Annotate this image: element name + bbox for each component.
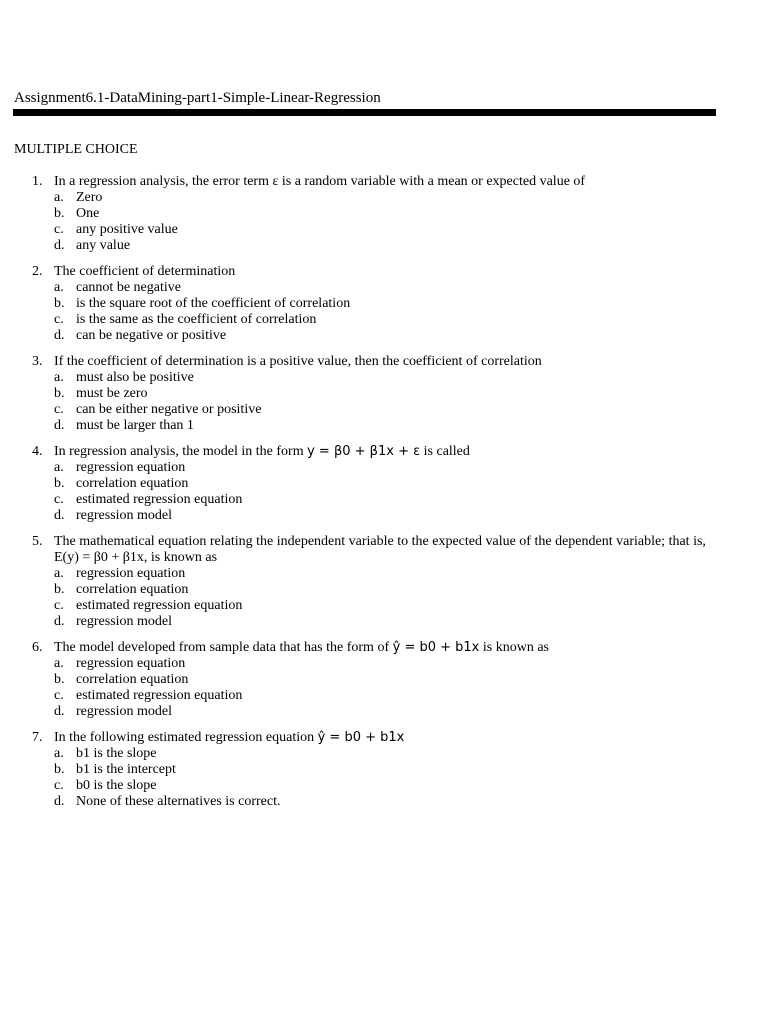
option-text: must be larger than 1: [76, 418, 194, 433]
section-heading: MULTIPLE CHOICE: [14, 142, 138, 157]
option-text: regression equation: [76, 566, 186, 581]
option-letter: a.: [54, 746, 64, 761]
option-c: [54, 402, 768, 418]
option-a: [54, 280, 768, 296]
question-text: [54, 640, 768, 656]
option-b: [54, 476, 768, 492]
question-text: [54, 730, 768, 746]
document-title: Assignment6.1-DataMining-part1-Simple-Linear-Regression: [14, 90, 381, 106]
option-text: must also be positive: [76, 370, 194, 385]
option-d: [54, 418, 768, 434]
option-letter: b.: [54, 206, 65, 221]
option-text: must be zero: [76, 386, 148, 401]
question-6: [0, 640, 768, 720]
option-d: [54, 508, 768, 524]
question-4: [0, 444, 768, 524]
option-d: [54, 794, 768, 810]
option-list: [54, 370, 768, 434]
option-letter: b.: [54, 296, 65, 311]
title-divider: [13, 109, 716, 116]
option-list: [54, 746, 768, 810]
option-text: b1 is the intercept: [76, 762, 176, 777]
option-letter: b.: [54, 762, 65, 777]
question-text: In a regression analysis, the error term ε is a random variable with a mean or expected value of: [54, 174, 586, 189]
option-letter: c.: [54, 402, 64, 417]
question-text: If the coefficient of determination is a positive value, then the coefficient of correlation: [54, 354, 542, 369]
question-number: 5.: [32, 534, 43, 549]
option-letter: a.: [54, 190, 64, 205]
option-letter: b.: [54, 386, 65, 401]
estimated-formula: ŷ = b0 + b1x: [392, 640, 480, 655]
option-a: [54, 566, 768, 582]
question-5: [0, 534, 768, 630]
option-text: regression model: [76, 508, 173, 523]
option-a: [54, 746, 768, 762]
question-number: 6.: [32, 640, 43, 655]
option-d: [54, 704, 768, 720]
option-text: regression model: [76, 614, 173, 629]
option-letter: a.: [54, 280, 64, 295]
option-letter: b.: [54, 476, 65, 491]
option-text: estimated regression equation: [76, 492, 243, 507]
option-text: correlation equation: [76, 476, 189, 491]
option-letter: d.: [54, 238, 65, 253]
option-b: [54, 296, 768, 312]
option-a: [54, 370, 768, 386]
option-b: [54, 386, 768, 402]
option-list: [54, 280, 768, 344]
option-text: estimated regression equation: [76, 598, 243, 613]
option-letter: c.: [54, 492, 64, 507]
option-d: [54, 328, 768, 344]
question-text-before: In the following estimated regression equation: [54, 730, 318, 745]
option-c: [54, 688, 768, 704]
option-letter: c.: [54, 778, 64, 793]
option-list: [54, 566, 768, 630]
question-number: 3.: [32, 354, 43, 369]
option-letter: d.: [54, 704, 65, 719]
question-7: [0, 730, 768, 810]
estimated-formula: ŷ = b0 + b1x: [317, 730, 405, 745]
question-text-before: In regression analysis, the model in the form: [54, 444, 308, 459]
question-list: [0, 174, 768, 820]
option-c: [54, 312, 768, 328]
option-list: [54, 190, 768, 254]
option-text: b1 is the slope: [76, 746, 157, 761]
option-letter: c.: [54, 688, 64, 703]
question-2: [0, 264, 768, 344]
option-d: [54, 614, 768, 630]
option-letter: d.: [54, 508, 65, 523]
option-text: regression equation: [76, 460, 186, 475]
option-text: cannot be negative: [76, 280, 181, 295]
question-3: [0, 354, 768, 434]
option-letter: a.: [54, 566, 64, 581]
option-d: [54, 238, 768, 254]
question-number: 1.: [32, 174, 43, 189]
question-text: [54, 444, 768, 460]
question-text: The coefficient of determination: [54, 264, 236, 279]
option-text: any value: [76, 238, 131, 253]
option-text: One: [76, 206, 100, 221]
option-text: estimated regression equation: [76, 688, 243, 703]
option-b: [54, 206, 768, 222]
question-text-after: is known as: [479, 640, 549, 655]
question-number: 4.: [32, 444, 43, 459]
option-text: b0 is the slope: [76, 778, 157, 793]
question-1: [0, 174, 768, 254]
question-number: 2.: [32, 264, 43, 279]
option-text: Zero: [76, 190, 103, 205]
option-letter: b.: [54, 582, 65, 597]
option-c: [54, 222, 768, 238]
option-letter: c.: [54, 222, 64, 237]
option-letter: d.: [54, 794, 65, 809]
question-text-after: is called: [420, 444, 470, 459]
option-list: [54, 656, 768, 720]
option-letter: a.: [54, 370, 64, 385]
option-text: regression equation: [76, 656, 186, 671]
question-number: 7.: [32, 730, 43, 745]
option-c: [54, 598, 768, 614]
option-b: [54, 762, 768, 778]
option-c: [54, 778, 768, 794]
option-letter: a.: [54, 460, 64, 475]
option-c: [54, 492, 768, 508]
option-letter: a.: [54, 656, 64, 671]
option-text: is the same as the coefficient of correlation: [76, 312, 317, 327]
option-text: is the square root of the coefficient of correlation: [76, 296, 351, 311]
option-a: [54, 656, 768, 672]
option-letter: c.: [54, 312, 64, 327]
model-formula: y = β0 + β1x + ε: [307, 444, 421, 459]
option-text: can be either negative or positive: [76, 402, 262, 417]
option-letter: c.: [54, 598, 64, 613]
option-a: [54, 460, 768, 476]
option-letter: d.: [54, 328, 65, 343]
option-a: [54, 190, 768, 206]
question-text: The mathematical equation relating the independent variable to the expected value of the dependent variable; that is, E(y) = β0 + β1x, is known as: [54, 534, 706, 565]
option-text: correlation equation: [76, 582, 189, 597]
option-letter: d.: [54, 418, 65, 433]
option-text: any positive value: [76, 222, 178, 237]
option-list: [54, 460, 768, 524]
option-text: can be negative or positive: [76, 328, 227, 343]
option-text: regression model: [76, 704, 173, 719]
option-letter: b.: [54, 672, 65, 687]
option-text: None of these alternatives is correct.: [76, 794, 281, 809]
option-b: [54, 582, 768, 598]
option-b: [54, 672, 768, 688]
option-letter: d.: [54, 614, 65, 629]
option-text: correlation equation: [76, 672, 189, 687]
question-text-before: The model developed from sample data that has the form of: [54, 640, 393, 655]
